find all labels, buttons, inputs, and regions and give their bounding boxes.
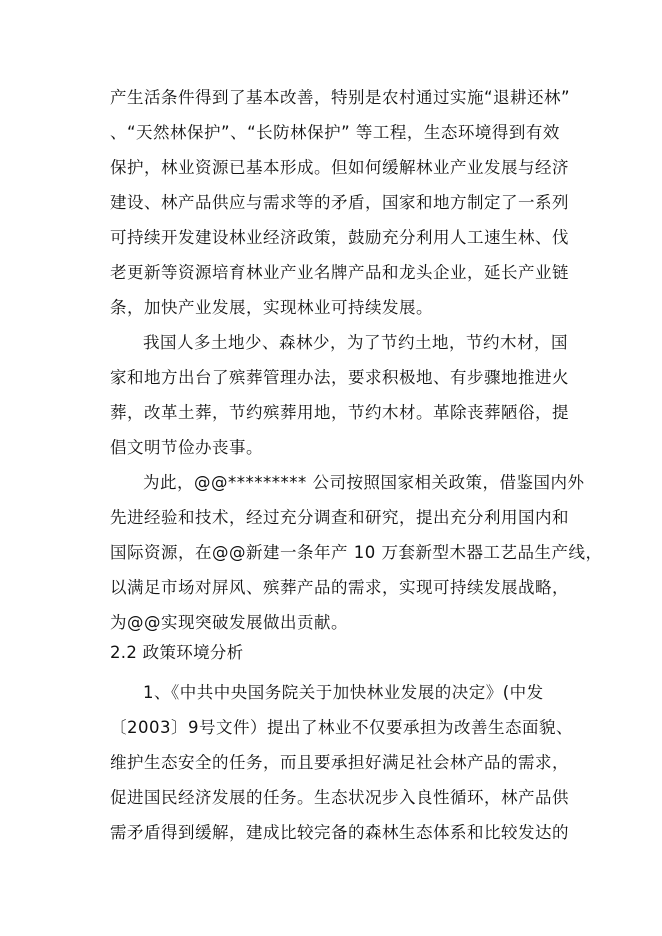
- paragraph-start-line: 为此，@@********* 公司按照国家相关政策，借鉴国内外: [143, 473, 585, 492]
- text-line: 葬，改革土葬，节约殡葬用地，节约木材。革除丧葬陋俗，提: [110, 403, 569, 422]
- section-heading: 2.2 政策环境分析: [110, 643, 244, 662]
- text-line: 家和地方出台了殡葬管理办法，要求积极地、有步骤地推进火: [110, 368, 569, 387]
- text-line: 倡文明节俭办丧事。: [110, 438, 263, 457]
- paragraph-start-line: 我国人多土地少、森林少，为了节约土地，节约木材，国: [143, 333, 568, 352]
- text-line: 产生活条件得到了基本改善，特别是农村通过实施“退耕还林”: [110, 88, 571, 107]
- text-line: 、“天然林保护”、“长防林保护” 等工程，生态环境得到有效: [110, 123, 560, 142]
- text-line: 先进经验和技术，经过充分调查和研究，提出充分利用国内和: [110, 508, 569, 527]
- text-line: 需矛盾得到缓解，建成比较完备的森林生态体系和比较发达的: [110, 823, 569, 842]
- text-line: 老更新等资源培育林业产业名牌产品和龙头企业，延长产业链: [110, 263, 569, 282]
- text-line: 〔2003〕9号文件）提出了林业不仅要承担为改善生态面貌、: [110, 718, 573, 737]
- text-line: 保护，林业资源已基本形成。但如何缓解林业产业发展与经济: [110, 158, 569, 177]
- text-line: 以满足市场对屏风、殡葬产品的需求，实现可持续发展战略，: [110, 578, 569, 597]
- text-line: 条，加快产业发展，实现林业可持续发展。: [110, 298, 433, 317]
- text-line: 可持续开发建设林业经济政策，鼓励充分利用人工速生林、伐: [110, 228, 569, 247]
- text-line: 为@@实现突破发展做出贡献。: [110, 613, 348, 632]
- paragraph-start-line: 1、《中共中央国务院关于加快林业发展的决定》(中发: [143, 683, 544, 702]
- text-line: 建设、林产品供应与需求等的矛盾，国家和地方制定了一系列: [110, 193, 569, 212]
- text-line: 维护生态安全的任务，而且要承担好满足社会林产品的需求，: [110, 753, 569, 772]
- text-line: 促进国民经济发展的任务。生态状况步入良性循环，林产品供: [110, 788, 569, 807]
- text-line: 国际资源，在@@新建一条年产 10 万套新型木器工艺品生产线，: [110, 543, 603, 562]
